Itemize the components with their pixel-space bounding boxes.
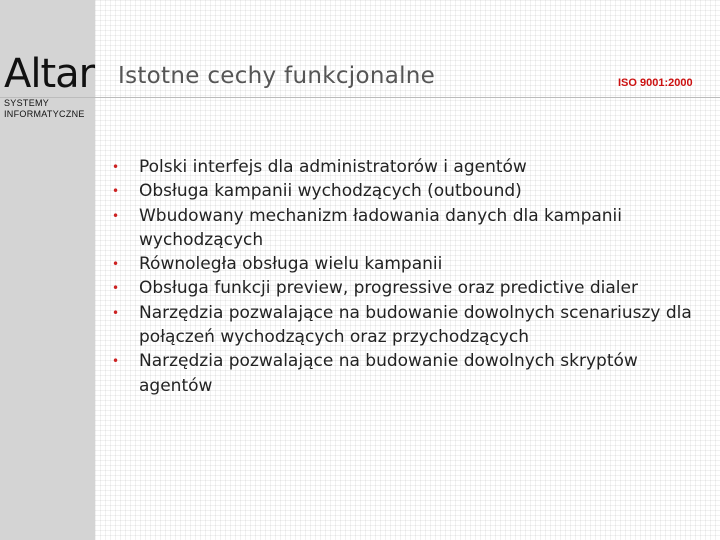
feature-text: Narzędzia pozwalające na budowanie dowolnych skryptów agentów <box>139 351 638 396</box>
bullet-icon: • <box>112 281 120 296</box>
company-logo: Altar <box>4 51 95 97</box>
bullet-icon: • <box>112 160 120 174</box>
header-divider <box>0 97 720 98</box>
feature-list-item <box>112 155 702 179</box>
bullet-icon: • <box>112 305 120 320</box>
bullet-icon: • <box>112 184 120 199</box>
feature-text: Polski interfejs dla administratorów i agentów <box>139 157 527 177</box>
feature-text: Równoległa obsługa wielu kampanii <box>139 254 443 275</box>
feature-list-item <box>112 349 702 398</box>
bullet-icon: • <box>112 257 120 272</box>
logo-subtitle-line1: SYSTEMY <box>4 98 50 108</box>
feature-list-item <box>112 252 702 276</box>
feature-text: Obsługa funkcji preview, progressive oraz predictive dialer <box>139 278 638 299</box>
iso-certification-label: ISO 9001:2000 <box>618 77 693 89</box>
feature-list-item <box>112 301 702 350</box>
bullet-icon: • <box>112 208 120 223</box>
feature-list-item <box>112 204 702 253</box>
feature-list-item <box>112 276 702 300</box>
feature-text: Obsługa kampanii wychodzących (outbound) <box>139 181 522 202</box>
logo-subtitle <box>4 98 85 120</box>
feature-list <box>112 155 702 398</box>
feature-list-item <box>112 179 702 203</box>
logo-subtitle-line2: INFORMATYCZNE <box>4 109 85 119</box>
slide-title: Istotne cechy funkcjonalne <box>118 63 436 89</box>
feature-text: Wbudowany mechanizm ładowania danych dla kampanii wychodzących <box>139 205 623 250</box>
feature-text: Narzędzia pozwalające na budowanie dowolnych scenariuszy dla połączeń wychodzących oraz przychodzących <box>139 302 692 348</box>
bullet-icon: • <box>112 354 120 369</box>
